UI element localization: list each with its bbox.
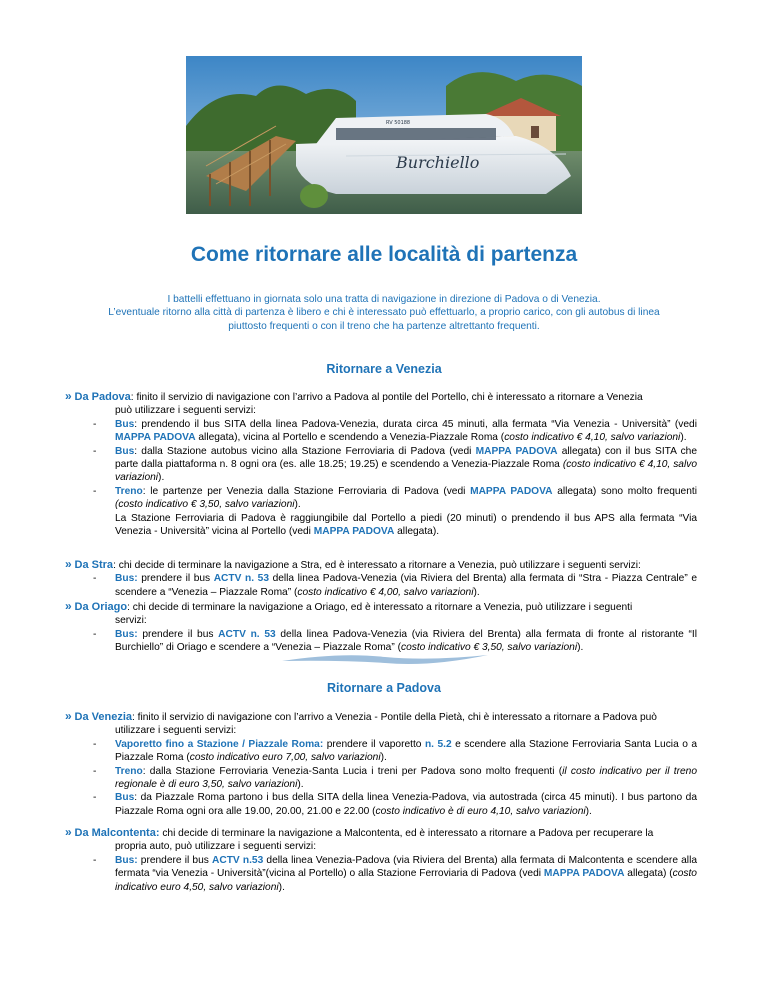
lead-text-cont: utilizzare i seguenti servizi: — [115, 725, 237, 737]
block-da-stra — [65, 557, 697, 599]
boat-registration-lettering: RV 50188 — [386, 120, 411, 126]
lead-text-cont: servizi: — [115, 615, 147, 627]
place-label: Da Venezia — [74, 711, 133, 723]
list-item: - Bus: prendendo il bus SITA della linea Padova-Venezia, durata circa 45 minuti, alla fermata “Via Venezia - Università” (vedi MAPPA PADOVA allegata), vicina al Portello e scendendo a Venezia-Piazzale Roma (costo indicativo € 4,10, salvo variazioni). — [93, 418, 697, 444]
lead-text: : chi decide di terminare la navigazione a Stra, ed è interessato a ritornare a Venezia, può utilizzare i seguenti servizi: — [113, 560, 641, 571]
lead-text-cont: può utilizzare i seguenti servizi: — [115, 405, 256, 417]
list-item: - Treno: dalla Stazione Ferroviaria Venezia-Santa Lucia i treni per Padova sono molto frequenti (il costo indicativo per il treno regionale è di euro 3,50, salvo variazioni). — [93, 765, 697, 791]
place-label: Da Padova — [74, 391, 131, 403]
quote-marker: » — [65, 709, 72, 723]
intro-text — [60, 293, 708, 333]
intro-line-1: I battelli effettuano in giornata solo una tratta di navigazione in direzione di Padova o di Venezia. — [167, 294, 601, 305]
list-item: - Bus: prendere il bus ACTV n. 53 della linea Padova-Venezia (via Riviera del Brenta) alla fermata di “Stra - Piazza Centrale” e scendere a “Venezia – Piazzale Roma” (costo indicativo € 4,00, salvo variazioni). — [93, 573, 697, 598]
mappa-padova-link[interactable]: MAPPA PADOVA — [115, 432, 196, 444]
mappa-padova-link[interactable]: MAPPA PADOVA — [470, 485, 553, 497]
place-label: Da Oriago — [74, 601, 128, 613]
header-photo-burchiello-boat — [186, 56, 582, 214]
quote-marker: » — [65, 557, 72, 571]
page-title: Come ritornare alle località di partenza — [190, 243, 578, 266]
list-item: - Bus: prendere il bus ACTV n. 53 della linea Padova-Venezia (via Riviera del Brenta) alla fermata di fronte al ristorante “Il Burchiello” di Oriago e scendere a “Venezia – Piazzale Roma” (costo indicativo € 3,50, salvo variazioni). — [93, 628, 698, 654]
boat-name-lettering: Burchiello — [396, 153, 480, 172]
mappa-padova-link[interactable]: MAPPA PADOVA — [543, 868, 625, 880]
lead-text: : chi decide di terminare la navigazione a Oriago, ed è interessato a ritornare a Venezia, può utilizzare i seguenti — [127, 602, 633, 613]
list-item: - Bus: prendere il bus ACTV n.53 della linea Venezia-Padova (via Riviera del Brenta) alla fermata di Malcontenta e scendere alla fermata “via Venezia - Università”(vicina al Portello) o alla Stazione Ferroviaria di Padova (vedi MAPPA PADOVA allegata) (costo indicativo euro 4,50, salvo variazioni). — [93, 854, 698, 893]
quote-marker: » — [65, 825, 72, 839]
block-da-malcontenta — [65, 825, 698, 894]
mappa-padova-link[interactable]: MAPPA PADOVA — [475, 445, 558, 457]
decorative-wave-divider — [280, 652, 490, 668]
lead-text: : finito il servizio di navigazione con l’arrivo a Padova al pontile del Portello, chi è interessato a ritornare a Venezia — [130, 392, 643, 403]
list-item: - Vaporetto fino a Stazione / Piazzale Roma: prendere il vaporetto n. 5.2 e scendere alla Stazione Ferroviaria Santa Lucia o a Piazzale Roma (costo indicativo euro 7,00, salvo variazioni). — [93, 738, 698, 764]
quote-marker: » — [65, 599, 72, 613]
intro-line-3: piuttosto frequenti o con il treno che ha partenze altrettanto frequenti. — [228, 320, 540, 332]
block-da-oriago — [65, 599, 698, 655]
quote-marker: » — [65, 389, 72, 403]
place-label: Da Malcontenta: — [74, 827, 160, 839]
place-label: Da Stra — [74, 559, 114, 571]
mappa-padova-link[interactable]: MAPPA PADOVA — [313, 526, 395, 538]
lead-text-cont: propria auto, può utilizzare i seguenti servizi: — [115, 841, 317, 853]
section-heading-venezia: Ritornare a Venezia — [326, 362, 442, 376]
list-item: - Bus: da Piazzale Roma partono i bus della SITA della linea Venezia-Padova, via autostrada (circa 45 minuti). I bus partono da Piazzale Roma ogni ora alle 19.00, 20.00, 21.00 e 22.00 (costo indicativo è di euro 4,10, salvo variazioni). — [93, 792, 697, 817]
lead-text: chi decide di terminare la navigazione a Malcontenta, ed è interessato a ritornare a Padova per recuperare la — [159, 828, 654, 839]
block-da-padova — [65, 389, 698, 538]
list-item: - Bus: dalla Stazione autobus vicino alla Stazione Ferroviaria di Padova (vedi MAPPA PADOVA allegata) con il bus SITA che parte dalla piattaforma n. 8 ogni ora (es. alle 18.25; 19.25) e scendendo a Venezia-Piazzale Roma (costo indicativo € 4,10, salvo variazioni). — [93, 445, 698, 484]
section-heading-padova: Ritornare a Padova — [327, 681, 441, 695]
intro-line-2: L’eventuale ritorno alla città di partenza è libero e chi è interessato può effettuarlo, a proprio carico, con gli autobus di linea — [108, 307, 660, 319]
lead-text: : finito il servizio di navigazione con l’arrivo a Venezia - Pontile della Pietà, chi è interessato a ritornare a Padova può — [132, 712, 657, 723]
list-item: - Treno: le partenze per Venezia dalla Stazione Ferroviaria di Padova (vedi MAPPA PADOVA allegata) sono molto frequenti (costo indicativo € 3,50, salvo variazioni). La Stazione Ferroviaria di Padova è raggiungibile dal Portello a piedi (20 minuti) o prendendo il bus APS alla fermata “Via Venezia - Università” vicina al Portello (vedi MAPPA PADOVA allegata). — [93, 485, 697, 538]
block-da-venezia — [65, 709, 698, 818]
